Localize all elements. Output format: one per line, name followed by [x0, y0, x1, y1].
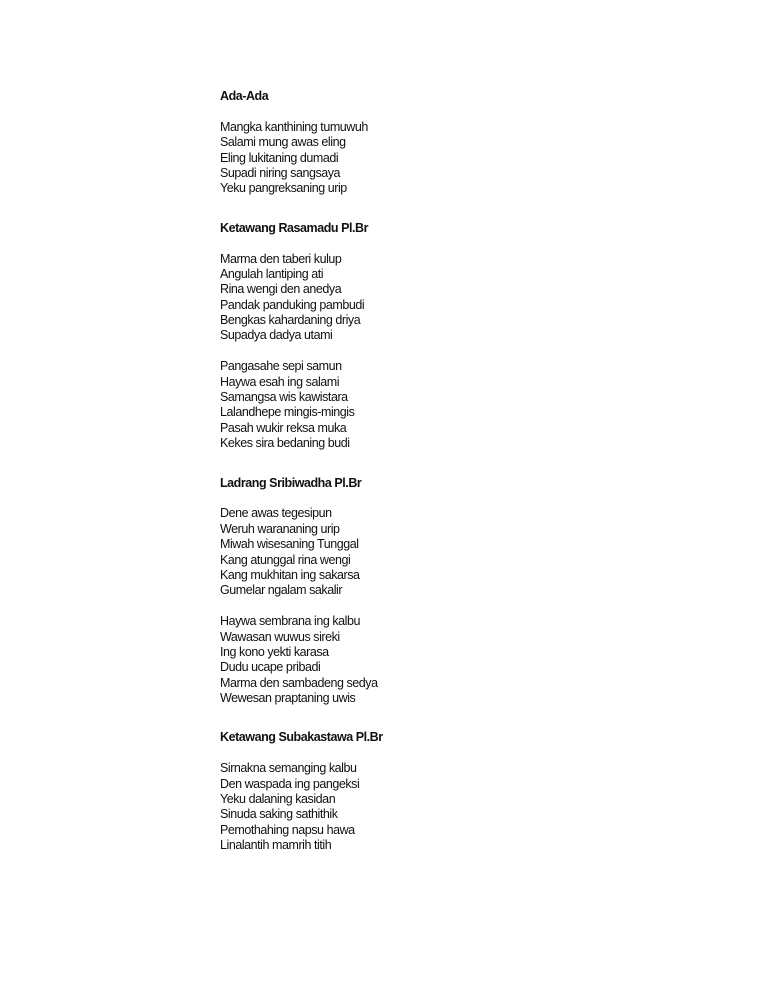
- verse-line: Sirnakna semanging kalbu: [220, 761, 357, 776]
- verse-line: Wewesan praptaning uwis: [220, 691, 356, 706]
- verse-line: Marma den taberi kulup: [220, 251, 342, 266]
- verse-line: Pangasahe sepi samun: [220, 359, 342, 374]
- stanza: [220, 120, 640, 197]
- verse-line: Sinuda saking sathithik: [220, 807, 338, 822]
- verse-line: Salami mung awas eling: [220, 135, 346, 150]
- section-title: Ketawang Subakastawa Pl.Br: [220, 730, 383, 745]
- verse-line: Kekes sira bedaning budi: [220, 436, 350, 451]
- verse-line: Bengkas kahardaning driya: [220, 313, 361, 328]
- stanza: [220, 761, 640, 853]
- verse-line: Supadi niring sangsaya: [220, 165, 341, 180]
- poem-section: [220, 89, 640, 197]
- poem-section: [220, 730, 640, 853]
- verse-line: Ing kono yekti karasa: [220, 644, 329, 659]
- verse-line: Kang mukhitan ing sakarsa: [220, 567, 360, 582]
- verse-line: Yeku pangreksaning urip: [220, 181, 347, 196]
- stanza: [220, 252, 640, 344]
- verse-line: Pemothahing napsu hawa: [220, 822, 355, 837]
- verse-line: Eling lukitaning dumadi: [220, 150, 339, 165]
- verse-line: Linalantih mamrih titih: [220, 838, 332, 853]
- verse-line: Kang atunggal rina wengi: [220, 552, 351, 567]
- poem-section: [220, 221, 640, 452]
- section-title: Ketawang Rasamadu Pl.Br: [220, 220, 369, 235]
- verse-line: Wawasan wuwus sireki: [220, 629, 340, 644]
- verse-line: Dudu ucape pribadi: [220, 660, 321, 675]
- verse-line: Haywa sembrana ing kalbu: [220, 614, 360, 629]
- stanza: [220, 506, 640, 598]
- verse-line: Gumelar ngalam sakalir: [220, 583, 343, 598]
- verse-line: Samangsa wis kawistara: [220, 390, 348, 405]
- verse-line: Marma den sambadeng sedya: [220, 675, 378, 690]
- verse-line: Dene awas tegesipun: [220, 506, 332, 521]
- verse-line: Mangka kanthining tumuwuh: [220, 119, 368, 134]
- verse-line: Angulah lantiping ati: [220, 266, 324, 281]
- verse-line: Yeku dalaning kasidan: [220, 792, 336, 807]
- verse-line: Miwah wisesaning Tunggal: [220, 537, 359, 552]
- verse-line: Rina wengi den anedya: [220, 282, 342, 297]
- section-title: Ladrang Sribiwadha Pl.Br: [220, 475, 362, 490]
- verse-line: Pasah wukir reksa muka: [220, 420, 347, 435]
- poem-section: [220, 476, 640, 707]
- verse-line: Haywa esah ing salami: [220, 374, 340, 389]
- stanza: [220, 359, 640, 451]
- verse-line: Weruh warananing urip: [220, 521, 340, 536]
- verse-line: Pandak panduking pambudi: [220, 297, 365, 312]
- verse-line: Lalandhepe mingis-mingis: [220, 405, 355, 420]
- stanza: [220, 614, 640, 706]
- verse-line: Supadya dadya utami: [220, 328, 333, 343]
- poem-content: [220, 89, 640, 854]
- verse-line: Den waspada ing pangeksi: [220, 776, 360, 791]
- section-title: Ada-Ada: [220, 89, 269, 103]
